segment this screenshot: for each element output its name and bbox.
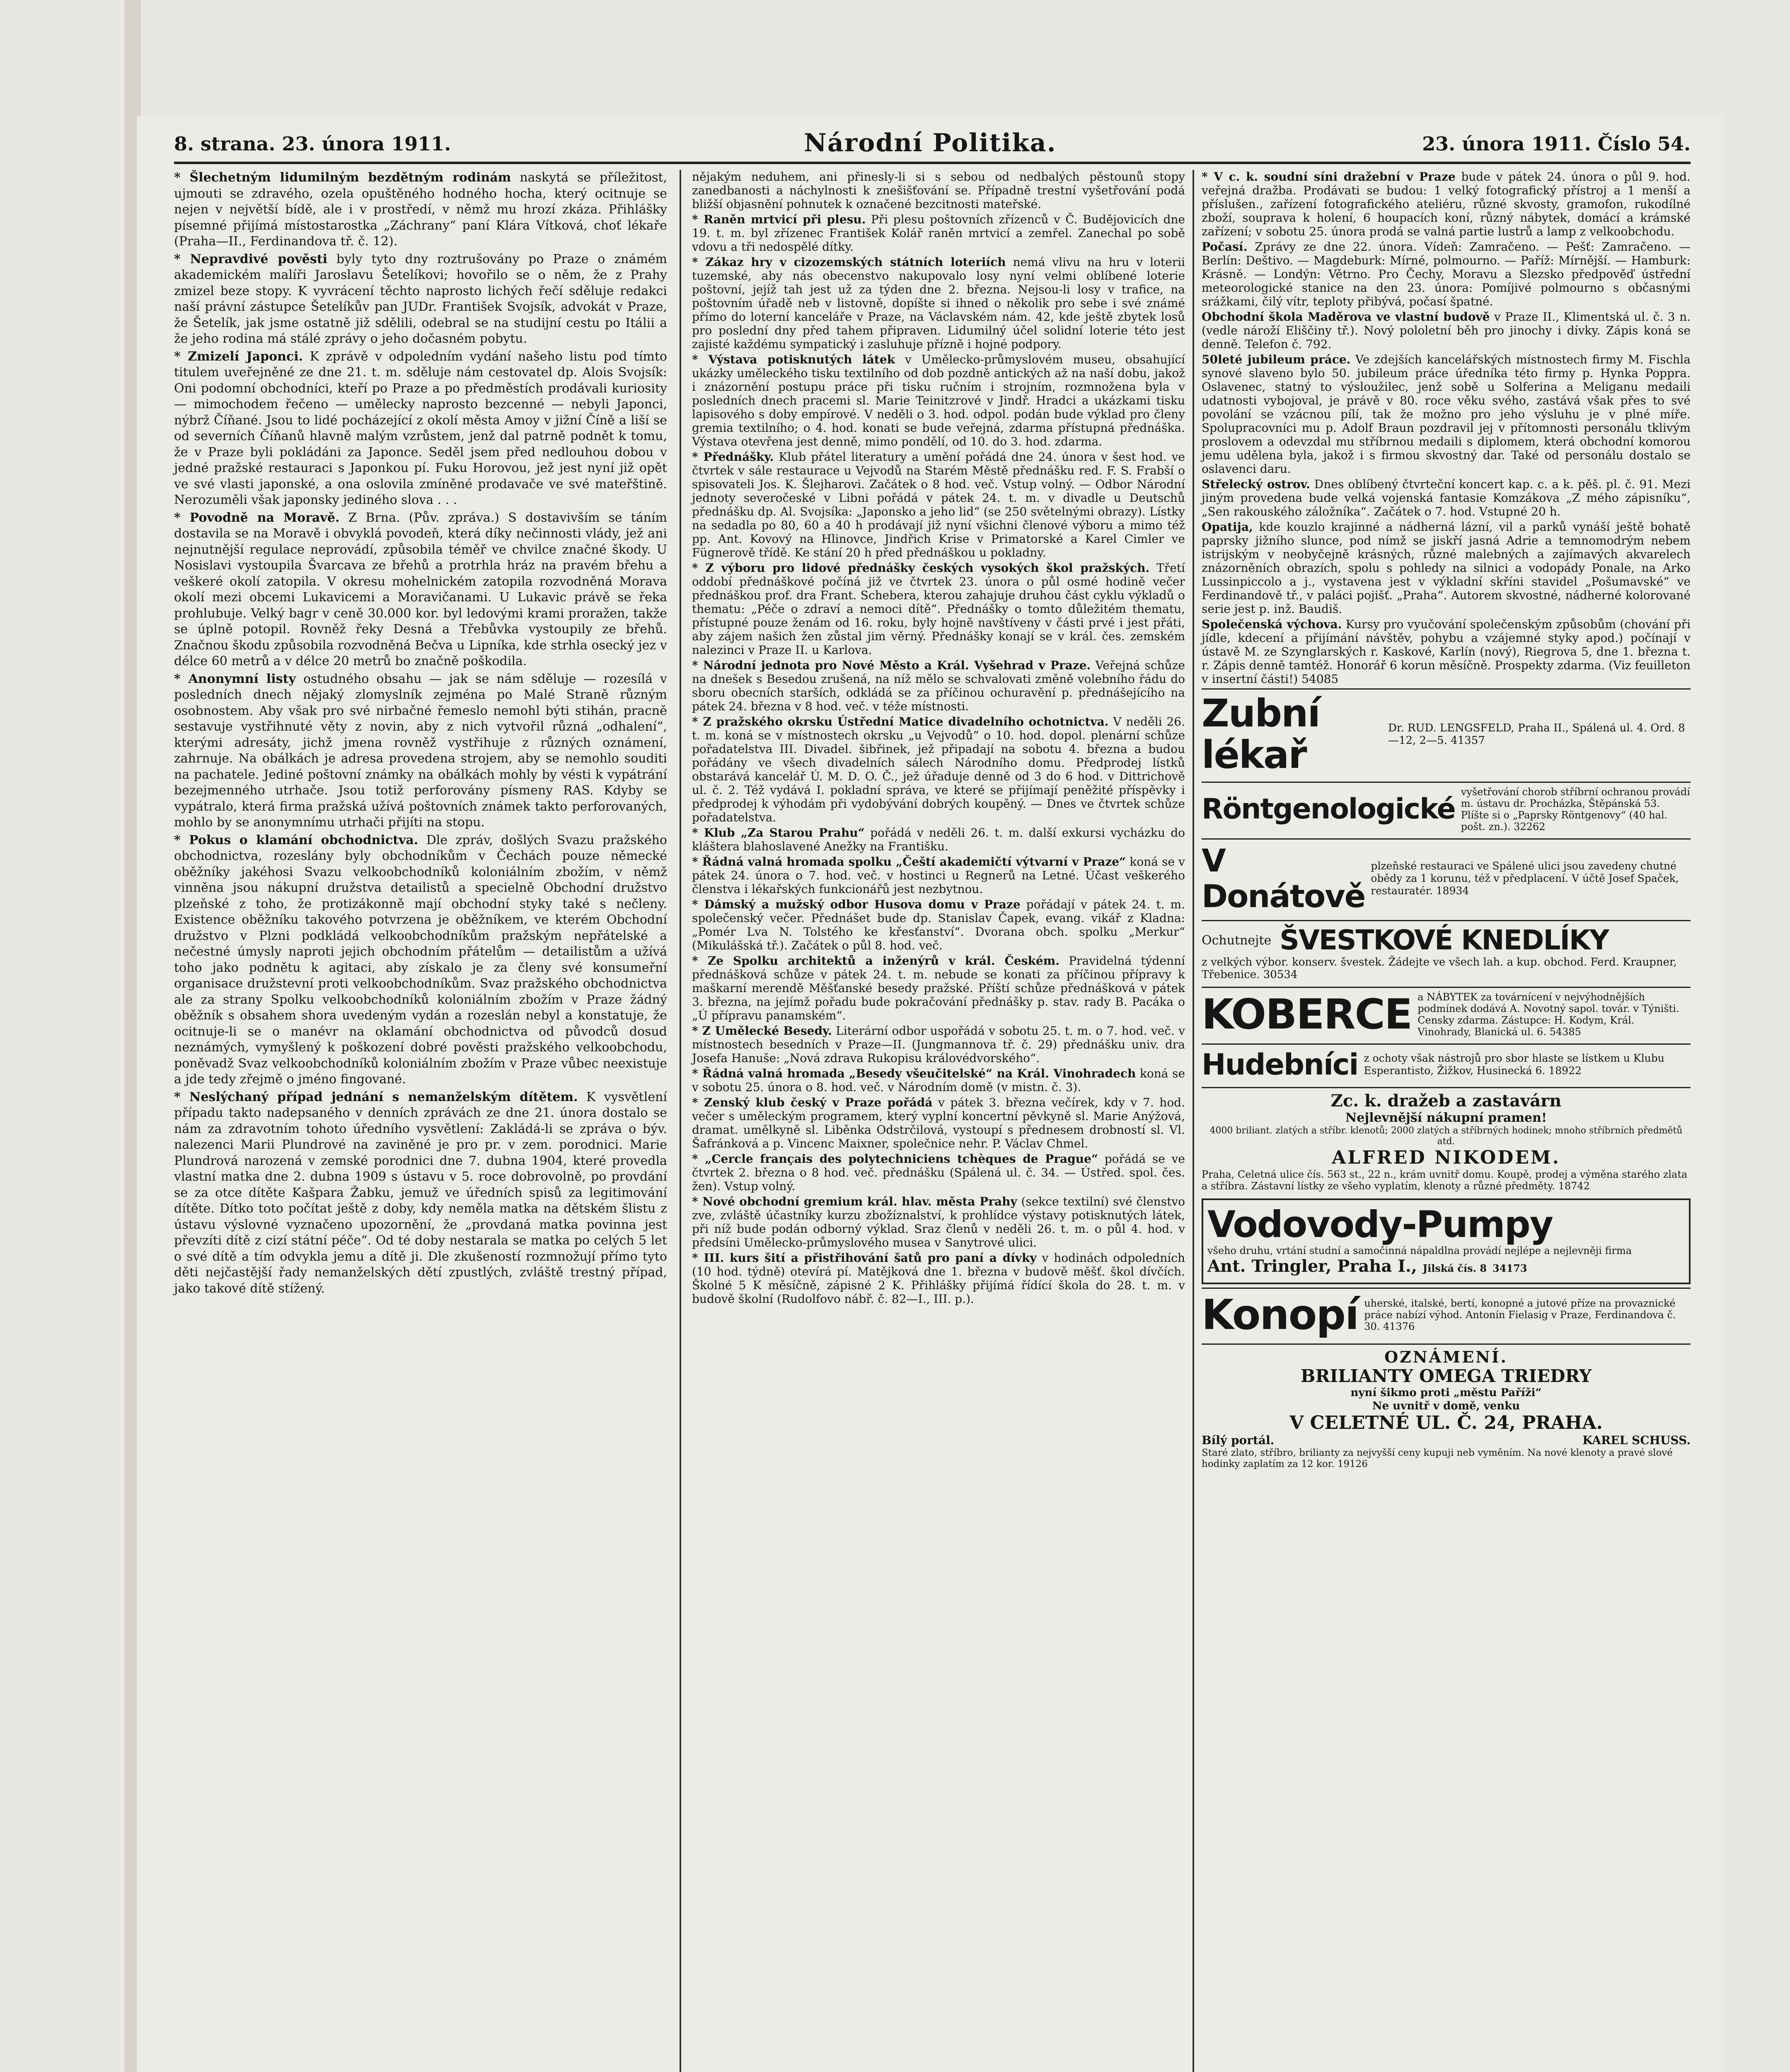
article <box>174 349 667 508</box>
article <box>692 1152 1185 1193</box>
article-heading: Střelecký ostrov. <box>1202 477 1310 491</box>
ad-text: Dr. RUD. LENGSFELD, Praha II., Spálená ul. 4. Ord. 8—12, 2—5. <box>1388 722 1685 747</box>
article <box>692 1195 1185 1249</box>
article-heading: * III. kurs šití a přistřihování šatů pro paní a dívky <box>692 1251 1037 1265</box>
article-heading: * Řádná valná hromada „Besedy všeučitelské“ na Král. Vinohradech <box>692 1067 1136 1080</box>
article-body: V neděli 26. t. m. koná se v místnostech okrsku „u Vejvodů“ o 10. hod. dopol. plenární schůze pořadatelstva III. Divadel. šibřinek, jež připadají na sobotu 4. března a budou pořádány ve všech divadelních sálech Národního domu. Předprodej lístků obstarává kancelář Ú. M. D. O. Č., jež úřaduje denně od 3 do 6 hod. v Dittrichově ul. č. 2. Též vydává I. pokladní správa, ve které se přijímají peněžité příspěvky i předprodej k výhodám při vydobývání dobrých koupěný. — Dnes ve čtvrtek schůze pořadatelstva. <box>692 715 1185 824</box>
article-body: nemá vlivu na hru v loterii tuzemské, aby nás obecenstvo nakupovalo losy nyní velmi oblíbené loterie poštovní, jejíž tah jest už za týden dne 2. března. Nejsou-li losy v trafice, na poštovním úřadě neb v listovně, dopíšte si ihned o několik pro sebe i své známé přímo do loterní kanceláře v Praze, na Václavském nám. 42, kde ještě zbytek losů pro poslední dny před tahem připraven. Lidumilný účel solidní loterie této jest zajisté každému sympatický i zasluhuje přízně i hojné podpory. <box>692 255 1185 351</box>
ad-headline: Zc. k. dražeb a zastavárn <box>1330 1091 1562 1111</box>
ad-oznameni <box>1202 1343 1691 1473</box>
article-body: Dle zpráv, došlých Svazu pražského obchodnictva, rozeslány byly obchodníkům v Čechách pouze německé oběžníky jakéhosi Svazu velkoobchodníků koloniálním zbožím, v němž vinněna jsou nákupní družstva detailistů a specielně Obchodní družstvo plzeňské z toho, že protizákonně mají obchodní styky také s nečleny. Existence oběžníku takového potvrzena je oběžníkem, ve kterém Obchodní družstvo v Plzni podkládá velkoobchodníkům pražským nepřátelské a nečestné úmysly naproti jejich obchodním přátelům — detailistům a užívá toho jako podnětu k agitaci, aby získalo je za členy své konsumeřní organisace družstevní proti velkoobchodníkům. Svaz pražského obchodnictva ale za strany Spolku velkoobchodníků koloniálním zbožím v Praze žádný oběžník s obsahem shora uvedeným vydán a rozeslán nebyl a konstatuje, že ocitnuje-li se o manévr na oklamání obchodnictva od původců dosud neznámých, vymyšlený k poškození dobré pověsti pražského velkoobchodu, poněvadž Svaz velkoobchodníků koloniálním zbožím v Praze vůbec neexistuje a jde tedy zřejmě o jméno fingované. <box>174 833 667 1087</box>
article <box>692 353 1185 448</box>
article <box>692 170 1185 211</box>
ad-address: V CELETNÉ UL. Č. 24, PRAHA. <box>1289 1412 1603 1433</box>
ad-number: 30534 <box>1263 968 1298 981</box>
article-heading: * Zenský klub český v Praze pořádá <box>692 1096 933 1109</box>
article-body: (sekce textilní) své členstvo zve, zvláště účastníky kurzu zbožíznalství, k prohlídce výstavy potisknutých látek, při níž bude podán odborný výklad. Sraz členů v neděli 26. t. m. o půl 4. hod. v předsíni Umělecko-průmyslového musea v Sanytrové ulici. <box>692 1195 1185 1249</box>
ad-headline: V Donátově <box>1202 842 1365 915</box>
article <box>174 170 667 250</box>
ad-row <box>1202 1433 1691 1447</box>
article-body: naskytá se příležitost, ujmouti se zdravého, ozela opuštěného hodného hocha, který ocitnuje se nejen v největší bídě, ale i v prostředí, v němž mu hrozí zkáza. Přihlášky písemné přijímá místostarostka „Záchrany“ paní Klára Vítková, choť lékaře (Praha—II., Ferdinandova tř. č. 12). <box>174 170 667 249</box>
article <box>692 954 1185 1022</box>
article-body: v pátek 3. března večírek, kdy v 7. hod. večer s uměleckým programem, který vyplní koncertní pěvkyně sl. Marie Anýžová, dramat. umělkyně sl. Liběnka Odstrčilová, vystoupí s přednesem drobností sl. Vl. Šafránková a p. Vincenc Maixner, společnice nehr. P. Václav Chmel. <box>692 1096 1185 1150</box>
article <box>692 213 1185 254</box>
article <box>1202 353 1691 476</box>
article-heading: * Z pražského okrsku Ústřední Matice divadelního ochotnictva. <box>692 715 1109 729</box>
ad-body <box>1364 1052 1691 1077</box>
ad-donatove <box>1202 838 1691 917</box>
article-heading: * Zákaz hry v cizozemských státních loteriích <box>692 255 1006 269</box>
ad-headline: Röntgenologické <box>1202 793 1455 825</box>
article <box>174 1089 667 1297</box>
ad-body <box>1388 722 1691 747</box>
ad-company: ALFRED NIKODEM. <box>1332 1147 1560 1168</box>
ad-headline: Vodovody-Pumpy <box>1207 1203 1553 1246</box>
article-body: koná se v pátek 24. února o 7. hod. več. v hostinci u Regnerů na Letné. Účast veškerého členstva i lékařských funkcionářů jest nezbytnou. <box>692 855 1185 896</box>
ad-number: 54385 <box>1549 1026 1581 1038</box>
article-heading: * Nepravdivé pověsti <box>174 252 328 266</box>
ad-text: Ne uvnitř v domě, venku <box>1372 1400 1520 1412</box>
article-body: Klub přátel literatury a umění pořádá dne 24. února v šest hod. ve čtvrtek v sále restaurace u Vejvodů na Starém Městě přednášku red. F. S. Frabší o spisovateli Jos. K. Šlejharovi. Začátek o 8 hod. več. Vstup volný. — Odbor Národní jednoty severočeské v Libni pořádá v pátek 24. t. m. v divadle u Deutschů přednášku dp. Al. Svojsíka: „Japonsko a jeho lid“ (se 250 světelnými obrazy). Lístky na sedadla po 80, 60 a 40 h prodávají již nyní všichni členové výboru a mimo též pp. Ant. Kovový na Hlinovce, Jindřich Krise v Primatorské a Karel Cimler ve Fügnerově třídě. Ke stání 20 h před přednáškou u pokladny. <box>692 450 1185 559</box>
article-body: bude v pátek 24. února o půl 9. hod. veřejná dražba. Prodávati se budou: 1 velký fotografický přístroj a 1 menší a příslušen., zařízení fotografického ateliéru, různé skvosty, gramofon, rukodílné zboží, souprava k holení, 6 houpacích koní, různý nábytek, domácí a krámské zařízení; v sobotu 25. února prodá se valná partie lustrů a lamp z velkoobchodu. <box>1202 170 1691 238</box>
ad-konopi <box>1202 1288 1691 1341</box>
ad-number: 34173 <box>1492 1262 1527 1274</box>
article-heading: Společenská výchova. <box>1202 617 1342 631</box>
article-body: v hodinách odpoledních (10 hod. týdně) otevírá pí. Matějková dne 1. března v budově měšť. škol dívčích. Školné 5 K měsíčně, zápisné 2 K. Přihlášky přijímá řídící škola do 28. t. m. v budově školní (Rudolfovo nábř. č. 82—I., III. p.). <box>692 1251 1185 1306</box>
ad-text: a NÁBYTEK za továrnícení v nejvýhodnějších podmínek dodává A. Novotný sapol. továr. v Týništi. Censky zdarma. Zástupce: H. Kodym, Král. Vinohrady, Blanická ul. 6. <box>1417 991 1679 1038</box>
ad-headline: Konopí <box>1202 1290 1359 1339</box>
article-heading: * Neslýchaný případ jednání s nemanželským dítětem. <box>174 1089 578 1104</box>
article-heading: Obchodní škola Maděrova ve vlastní budově <box>1202 310 1490 324</box>
article-body: Zprávy ze dne 22. února. Vídeň: Zamračeno. — Pešť: Zamračeno. — Berlín: Deštivo. — Magdeburk: Mírné, polmourno. — Paříž: Mírnější. — Hamburk: Krásně. — Londýn: Větrno. Pro Čechy, Moravu a Slezsko předpověď ústřední meteorologické stanice na den 23. února: Pomíjivé polmourno s občasnými srážkami, čilý vítr, teploty přibývá, počasí špatné. <box>1202 240 1691 308</box>
ad-zubni-lekar <box>1202 688 1691 779</box>
article-body: v Umělecko-průmyslovém museu, obsahující ukázky uměleckého tisku textilního od dob pozdně antických až na naší dobu, jakož i znázornění postupu práce při tisku ručním i strojním, rozmnožena byla v posledních dnech pracemi sl. Marie Teinitzrové v Jindř. Hradci a ukázkami tisku lapisového s doby empírové. V neděli o 3. hod. odpol. podán bude výklad pro členy gremia textilního; o 4. hod. konati se bude veřejná, zdarma přístupná přednáška. Výstava otevřena jest denně, mimo pondělí, od 10. do 3. hod. zdarma. <box>692 353 1185 448</box>
article <box>692 658 1185 713</box>
ad-title: OZNÁMENÍ. <box>1384 1348 1508 1366</box>
ad-text: Staré zlato, stříbro, brilianty za nejvyšší ceny kupuji neb vyměním. Na nové klenoty a pravé slové hodinky zaplatím za 12 kor. <box>1202 1447 1673 1469</box>
article-heading: * Pokus o klamání obchodnictva. <box>174 833 418 847</box>
article-body: pořádá se ve čtvrtek 2. března o 8 hod. več. přednášku (Spálená ul. č. 34. — Ústřed. spol. čes. žen). Vstup volný. <box>692 1152 1185 1193</box>
ad-nikodem <box>1202 1087 1691 1195</box>
ad-svestkove-knedliky <box>1202 920 1691 984</box>
article-body: Veřejná schůze na dnešek s Besedou zrušená, na níž mělo se schvalovati změně volebního řádu do sboru obecních starších, odkládá se za příčinou ochuravění p. přednášejícího na pátek 24. března v 8 hod. več. v téže místnosti. <box>692 658 1185 713</box>
article <box>174 252 667 347</box>
article-body: K zprávě v odpoledním vydání našeho listu pod tímto titulem uveřejněné ze dne 21. t. m. sděluje nám cestovatel dp. Alois Svojsík: Oni podomní obchodníci, kteří po Praze a po předměstích prodávali kuriosity — mimochodem řečeno — umělecky naprosto bezcenné — nebyli Japonci, nýbrž Číňané. Jsou to lidé pocházející z okolí města Amoy v jižní Číně a liší se od severních Číňanů hlavně malým vzrůstem, jenž dal patrně podnět k tomu, že v Praze byli pokládáni za Japonce. Seděl jsem před nedlouhou dobou v jedné pražské restauraci s Japonkou pí. Fuku Horovou, jež jest nyní již opět ve své vlasti japonské, a ona oslovila zmíněné prodavače ve své mateřštině. Nerozuměli však japonsky jediného slova . . . <box>174 349 667 507</box>
ad-company: Ant. Tringler, Praha I., <box>1207 1256 1417 1276</box>
article-body: Při plesu poštovních zřízenců v Č. Budějovicích dne 19. t. m. byl zřízenec František Kolář raněn mrtvicí a zemřel. Zanechal po sobě vdovu a tři nedospělé dítky. <box>692 213 1185 254</box>
ad-number: 41376 <box>1383 1321 1415 1332</box>
article-body: Literární odbor uspořádá v sobotu 25. t. m. o 7. hod. več. v místnostech besedních v Praze—II. (Jungmannova tř. č. 29) přednášku univ. dra Josefa Hanuše: „Nová zdrava Rukopisu královédvorského“. <box>692 1024 1185 1065</box>
article <box>692 826 1185 853</box>
article <box>692 450 1185 559</box>
article <box>692 561 1185 657</box>
ad-number: 18742 <box>1558 1180 1590 1192</box>
article-body: Ve zdejších kancelářských místnostech firmy M. Fischla synové slaveno bylo 50. jubileum práce úředníka této firmy p. Hynka Poppra. Oslavenec, statný to výsloužilec, jenž sobě u Solferina a Meliganu medaili udatnosti vybojoval, je právě v 80. roce věku svého, zastává však přes to své povolání se vzácnou pílí, tak že možno pro jeho výsluhu je v plné míře. Spolupracovníci mu p. Adolf Braun pozdravil jej v přítomnosti personálu tklivým proslovem a odevzdal mu stříbrnou medaili s diplomem, která obchodní komorou jemu udělena byla, jakož i s firmou skvostný dar. Také od personálu dostalo se oslavenci daru. <box>1202 353 1691 476</box>
article-body: K vysvětlení případu takto nadepsaného v denních zprávách ze dne 21. února dostalo se nám za zdravotním tohoto úředního vysvětlení: Zakládá-li se zpráva o býv. nalezenci Marii Plundrové na zaviněné je pro pr. v zem. porodnici. Marie Plundrová narozená v zemské porodnici dne 7. dubna 1904, které provedla vlastní matka dne 2. dubna 1909 s ústavu v 5. roce dobrovolně, po provdání se za otce dítěte Kašpara Žabku, jemuž ve úředních spisů za legitimování dítěte. Dítko toto počítat ještě z doby, kdy neměla matka na dětském šlistu z ústavu výslovné vyznačeno upozornění, že „provdaná matka povinna jest převzíti dítě z cizí státní péče“. Od té doby nestarala se matka po celých 5 let o své dítě a tím odvykla jemu a dítě ji. Dle zkušeností rozmnožují přímo tyto děti nejčastější řady nemanželských dětí zpustlých, zvláště trestný případ, jako takové dítě stížený. <box>174 1089 668 1296</box>
ad-text: nyní šikmo proti „městu Paříži“ <box>1350 1387 1542 1399</box>
ad-number: 18934 <box>1436 885 1469 897</box>
article-body: Kursy pro vyučování společenským způsobům (chování při jídle, kdecení a přijímání návštěv, pohybu a vzájemné styky apod.) počínají v ústavě M. ze Szynglarských r. Kaskové, Karlín (nový), Riegrova 5, dne 1. března t. r. Zápis denně tamtéž. Honorář 6 korun měsíčně. Prospekty zdarma. (Viz feuilleton v insertní části!) 54085 <box>1202 617 1691 686</box>
page-header <box>174 124 1691 162</box>
ad-number: 19126 <box>1337 1459 1368 1469</box>
ad-body <box>1202 1169 1691 1192</box>
article-body: nějakým neduhem, ani přinesly-li si s sebou od nedbalých pěstounů stopy zanedbanosti a náchylnosti k znešišťování se. Případně trestní vyšetřování podá bližší objasnění pohnutek k označené bezcitnosti mateřské. <box>692 170 1185 211</box>
article-heading: Počasí. <box>1202 240 1248 254</box>
article <box>1202 477 1691 518</box>
article <box>692 715 1185 824</box>
article-heading: * Klub „Za Starou Prahu“ <box>692 826 865 840</box>
article-body: pořádají v pátek 24. t. m. společenský večer. Přednášet bude dp. Stanislav Čapek, evang. vikář z Kladna: „Pomér Lva N. Tolstého ke křesťanství“. Dvorana obch. spolku „Merkur“ (Mikulášská tř.). Začátek o půl 8. hod. več. <box>692 898 1185 952</box>
ad-body <box>1202 1447 1691 1470</box>
header-date-right: 23. února 1911. Číslo 54. <box>1422 133 1691 155</box>
ad-number: 41357 <box>1451 734 1485 747</box>
ad-text: plzeňské restauraci ve Spálené ulici jsou zavedeny chutné obědy za 1 korunu, též v předplacení. V účtě Josef Spaček, restauratér. <box>1371 860 1679 897</box>
ad-headline: ŠVESTKOVÉ KNEDLÍKY <box>1280 924 1609 956</box>
ad-text: 4000 briliant. zlatých a stříbr. klenotů; 2000 zlatých a stříbrných hodinek; mnoho stříbrních předmětů atd. <box>1209 1126 1683 1147</box>
article <box>692 898 1185 952</box>
article-body: pořádá v neděli 26. t. m. další exkursi vycházku do kláštera blahoslavené Anežky na Františku. <box>692 826 1185 853</box>
ad-koberce <box>1202 987 1691 1041</box>
header-rule <box>174 162 1691 164</box>
ad-text: Praha, Celetná ulice čís. 563 st., 22 n., krám uvnitř domu. Koupě, prodej a výměna starého zlata a stříbra. Zástavní lístky ze všeho vyplatím, klenoty a různé předměty. <box>1202 1169 1688 1192</box>
ad-hudebnici <box>1202 1043 1691 1084</box>
article <box>1202 520 1691 616</box>
article <box>1202 617 1691 686</box>
ad-address: Jilská čís. 8 <box>1422 1262 1487 1274</box>
article-heading: * Z výboru pro lidové přednášky českých vysokých škol pražských. <box>692 561 1150 575</box>
article-heading: * V c. k. soudní síni dražební v Praze <box>1202 170 1456 184</box>
article-body: v Praze II., Klimentská ul. č. 3 n. (vedle nároží Eliščiny tř.). Nový pololetní běh pro jinochy i dívky. Zápis koná se denně. Telefon č. 792. <box>1202 310 1691 351</box>
article <box>692 1024 1185 1065</box>
ad-headline: Zubní lékař <box>1202 691 1320 777</box>
ad-text: Ochutnejte <box>1202 933 1272 948</box>
article <box>174 833 667 1088</box>
ad-number: 18922 <box>1548 1065 1582 1077</box>
ad-rontgen <box>1202 782 1691 836</box>
article-body: koná se v sobotu 25. února o 8. hod. več. v Národním domě (v mistn. č. 3). <box>692 1067 1185 1094</box>
ad-text: Bílý portál. <box>1202 1433 1275 1447</box>
article <box>692 855 1185 896</box>
article-heading: * Šlechetným lidumilným bezdětným rodinám <box>174 170 511 185</box>
ad-text: z ochoty však nástrojů pro sbor hlaste se lístkem u Klubu Esperantisto, Žižkov, Husinecká 6. <box>1364 1052 1664 1077</box>
article-body: kde kouzlo krajinné a nádherná lázní, vil a parků vynáší ještě bohatě paprsky jižního slunce, pod nímž se jiskří jasná Adrie a temnomodrým nebem istrijským v neobyčejně krásných, různé malebných a zajímavých akvarelech znázorněních obrazích, spolu s pohledy na silnici a vodopády Ponale, na Arko Lussinpiccolo a j., vystavena jest v výkladní skříni stavidel „Pošumavské“ ve Ferdinandově tř., v paláci pojišť. „Praha“. Autorem skvostné, nádherné kolorované serie jest p. inž. Baudiš. <box>1202 520 1691 616</box>
ad-text: všeho druhu, vrtání studní a samočinná nápaldlna provádí nejlépe a nejlevněji firma <box>1207 1245 1632 1256</box>
article-heading: * „Cercle français des polytechniciens tchèques de Prague“ <box>692 1152 1098 1166</box>
column-1 <box>174 170 667 1298</box>
ad-body <box>1202 956 1691 981</box>
ad-text: vyšetřování chorob stříbrní ochranou provádí m. ústavu dr. Procházka, Štěpánská 53. Plíšte si o „Paprsky Röntgenovy“ (40 hal. pošt. zn.). <box>1461 786 1690 833</box>
ad-number: 32262 <box>1514 821 1546 833</box>
ad-body <box>1371 860 1691 897</box>
article-heading: Opatija, <box>1202 520 1253 534</box>
column-3 <box>1202 170 1691 1476</box>
column-divider <box>680 170 681 2072</box>
ad-vodovody-pumpy <box>1202 1198 1691 1284</box>
ad-text: z velkých výbor. konserv. švestek. Žádejte ve všech lah. a kup. obchod. Ferd. Kraupner, Třebenice. <box>1202 956 1677 981</box>
ad-company: KAREL SCHUSS. <box>1582 1433 1691 1447</box>
article-heading: * Výstava potisknutých látek <box>692 353 895 366</box>
article-body: ostudného obsahu — jak se nám sděluje — rozesílá v posledních dnech nějaký zlomyslník zejména po Malé Straně různým osobnostem. Aby však pro své nirbačné řemeslo nemohl býti stihán, pracně sestavuje vystřihnuté věty z novin, aby z nich vytvořil různá „odhalení“, kterými adresáty, jichž jmena rovněž vystřihuje z různých oznámení, zahrnuje. Na obálkách je adresa provedena strojem, aby se nemohlo souditi na pachatele. Jediné poštovní známky na obálkách mohly by vésti k vypátrání bezejmenného utrhače. Jsou totiž perforovány písmeny RAS. Kdyby se vypátralo, která firma pražská užívá poštovních známek takto perforovaných, mohlo by se anonymnímu utrhači přijíti na stopu. <box>174 671 668 830</box>
article <box>174 671 667 831</box>
article-body: Dnes oblíbený čtvrteční koncert kap. c. a k. pěš. pl. č. 91. Mezi jiným provedena bude velká vojenská fantasie Komzákova „Z mého zápisníku“, „Sen rakouského záložníka“. Začátek o 7. hod. Vstupné 20 h. <box>1202 477 1691 518</box>
article-heading: * Ze Spolku architektů a inženýrů v král. Českém. <box>692 954 1060 968</box>
column-2 <box>692 170 1185 1307</box>
article-heading: * Přednášky. <box>692 450 774 464</box>
ad-body <box>1417 991 1691 1038</box>
masthead-title: Národní Politika. <box>804 128 1057 157</box>
ad-body <box>1461 786 1691 833</box>
article-body: Z Brna. (Pův. zpráva.) S dostavivším se táním dostavila se na Moravě i obvyklá povodeň, která díky nečinnosti vlády, jež ani nejnutnější regulace neprovádí, způsobila téměř ve chvilce značné škody. U Nosislavi vystoupila Švarcava ze břehů a protrhla hráz na pravém břehu a veškeré okolí zatopila. V okresu mohelnickém zatopila rozvodněná Morava okolí mezi obcemi Lukavicemi a Moravičanami. U Lukavic právě se řeka prohlubuje. Velký bagr v ceně 30.000 kor. byl ledovými krami proražen, takže se úplně potopil. Rovněž řeky Desná a Třebůvka vystoupily ze břehů. Značnou škodu způsobila rozvodněná Bečva u Lipníka, kde strhla osecký jez v délce 60 metrů a v délce 20 metrů bo značně poškodila. <box>174 510 667 668</box>
header-date-left: 8. strana. 23. února 1911. <box>174 133 451 155</box>
article <box>1202 240 1691 308</box>
article-heading: * Raněn mrtvicí při plesu. <box>692 213 866 226</box>
ad-subheadline: Nejlevnější nákupní pramen! <box>1345 1111 1547 1125</box>
column-divider <box>1193 170 1194 2072</box>
article-heading: * Povodně na Moravě. <box>174 510 340 525</box>
article <box>692 1067 1185 1094</box>
article-heading: * Zmizelí Japonci. <box>174 349 303 364</box>
ad-company-row <box>1207 1256 1685 1278</box>
article <box>174 510 667 670</box>
ad-row <box>1202 925 1691 956</box>
article-body: byly tyto dny roztrušovány po Praze o známém akademickém malíři Jaroslavu Šetelíkovi; hovořilo se o něm, že z Prahy zmizel beze stopy. K vyvrácení těchto naprosto lichých řečí sděluje redakci naší právní zástupce Šetelíkův pan JUDr. František Svojsík, advokát v Praze, že Šetelík, jak jsme ostatně již sdělili, odebral se na studijní cestu po Itálii a že jeho rodina má stálé zprávy o jeho dočasném pobytu. <box>174 252 667 346</box>
ad-headline: Hudebníci <box>1202 1048 1358 1082</box>
article-heading: * Dámský a mužský odbor Husova domu v Praze <box>692 898 1021 911</box>
article-heading: * Z Umělecké Besedy. <box>692 1024 832 1038</box>
article <box>1202 310 1691 351</box>
article <box>692 1251 1185 1306</box>
article-body: Třetí oddobí přednáškové počíná již ve čtvrtek 23. února o půl osmé hodině večer přednáškou prof. dra Frant. Schebera, kterou zahajuje druhou část cyklu výkladů o thematu: „Péče o zdraví a nemoci dítě“. Přednášky o tomto důležitém thematu, přístupné pouze ženám od 16. roku, byly hojně navštíveny v části prvé i jest přáti, aby zájem našich žen zůstal jim věrný. Přednášky konají se v král. čes. zemském nalezinci v Praze II. u Karlova. <box>692 561 1185 657</box>
ad-body <box>1364 1297 1691 1332</box>
article <box>692 1096 1185 1150</box>
ad-headline: BRILIANTY OMEGA TRIEDRY <box>1300 1366 1592 1386</box>
article-heading: * Řádná valná hromada spolku „Čeští akademičtí výtvarní v Praze“ <box>692 855 1126 869</box>
article-heading: * Národní jednota pro Nové Město a Král. Vyšehrad v Praze. <box>692 658 1091 672</box>
article <box>692 255 1185 351</box>
article-body: Pravidelná týdenní přednášková schůze v pátek 24. t. m. nebude se konati za příčinou přípravy k maškarní merendě Měšťanské besedy pražské. Příští schůze přednášková v pátek 3. března, na jejímž pořadu bude pokračování přednášky p. stav. rady B. Pacáka o „Ú přípravu panamském“. <box>692 954 1185 1022</box>
article-heading: 50leté jubileum práce. <box>1202 353 1351 366</box>
article-heading: * Nové obchodní gremium král. hlav. města Prahy <box>692 1195 1017 1208</box>
article <box>1202 170 1691 238</box>
article-heading: * Anonymní listy <box>174 671 296 686</box>
ad-headline: KOBERCE <box>1202 990 1412 1038</box>
ad-text: uherské, italské, bertí, konopné a jutové příze na provaznické práce nabízí výhod. Antonín Fielasig v Praze, Ferdinandova č. 30. <box>1364 1297 1676 1332</box>
